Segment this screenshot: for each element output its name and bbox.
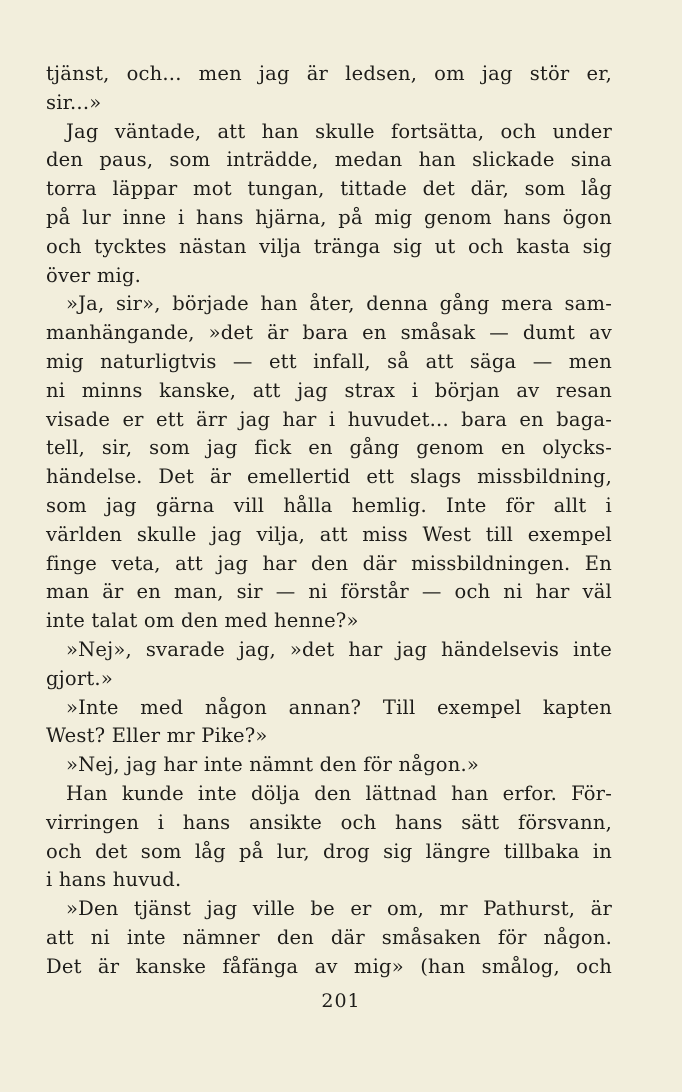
text-line: visade er ett ärr jag har i huvudet... bara en baga- bbox=[46, 407, 612, 431]
text-line: »Den tjänst jag ville be er om, mr Pathurst, är bbox=[66, 897, 612, 921]
text-line: Jag väntade, att han skulle fortsätta, och under bbox=[66, 119, 612, 143]
text-line: man är en man, sir — ni förstår — och ni har väl bbox=[46, 580, 612, 604]
text-line: på lur inne i hans hjärna, på mig genom hans ögon bbox=[46, 205, 612, 229]
body-text bbox=[46, 60, 612, 982]
text-line: ni minns kanske, att jag strax i början av resan bbox=[46, 378, 612, 402]
text-line: mig naturligtvis — ett infall, så att säga — men bbox=[46, 349, 612, 373]
text-line: »Inte med någon annan? Till exempel kapten bbox=[66, 695, 612, 719]
text-line: över mig. bbox=[46, 263, 142, 287]
text-line: virringen i hans ansikte och hans sätt försvann, bbox=[46, 810, 612, 834]
text-line: manhängande, »det är bara en småsak — dumt av bbox=[46, 321, 612, 345]
text-line: finge veta, att jag har den där missbildningen. En bbox=[46, 551, 612, 575]
text-line: sir...» bbox=[46, 90, 102, 114]
text-line: och det som låg på lur, drog sig längre tillbaka in bbox=[46, 839, 612, 863]
text-line: händelse. Det är emellertid ett slags missbildning, bbox=[46, 465, 612, 489]
text-line: den paus, som inträdde, medan han slickade sina bbox=[46, 148, 612, 172]
text-line: Det är kanske fåfänga av mig» (han smålog, och bbox=[46, 954, 612, 978]
text-line: inte talat om den med henne?» bbox=[46, 609, 359, 633]
text-line: »Nej», svarade jag, »det har jag händelsevis inte bbox=[66, 637, 612, 661]
text-line: torra läppar mot tungan, tittade det där, som låg bbox=[46, 177, 612, 201]
text-line: i hans huvud. bbox=[46, 868, 182, 892]
text-line: »Ja, sir», började han åter, denna gång mera sam- bbox=[66, 292, 612, 316]
text-line: att ni inte nämner den där småsaken för någon. bbox=[46, 925, 612, 949]
text-line: tell, sir, som jag fick en gång genom en olycks- bbox=[46, 436, 612, 460]
text-line: världen skulle jag vilja, att miss West till exempel bbox=[46, 522, 612, 546]
text-line: West? Eller mr Pike?» bbox=[46, 724, 268, 748]
text-line: tjänst, och... men jag är ledsen, om jag stör er, bbox=[46, 62, 612, 85]
text-line: »Nej, jag har inte nämnt den för någon.» bbox=[66, 753, 480, 777]
text-line: Han kunde inte dölja den lättnad han erfor. För- bbox=[66, 781, 612, 805]
page-number: 201 bbox=[321, 990, 361, 1012]
text-line: gjort.» bbox=[46, 666, 113, 690]
text-line: och tycktes nästan vilja tränga sig ut och kasta sig bbox=[46, 234, 612, 258]
text-line: som jag gärna vill hålla hemlig. Inte för allt i bbox=[46, 493, 612, 517]
